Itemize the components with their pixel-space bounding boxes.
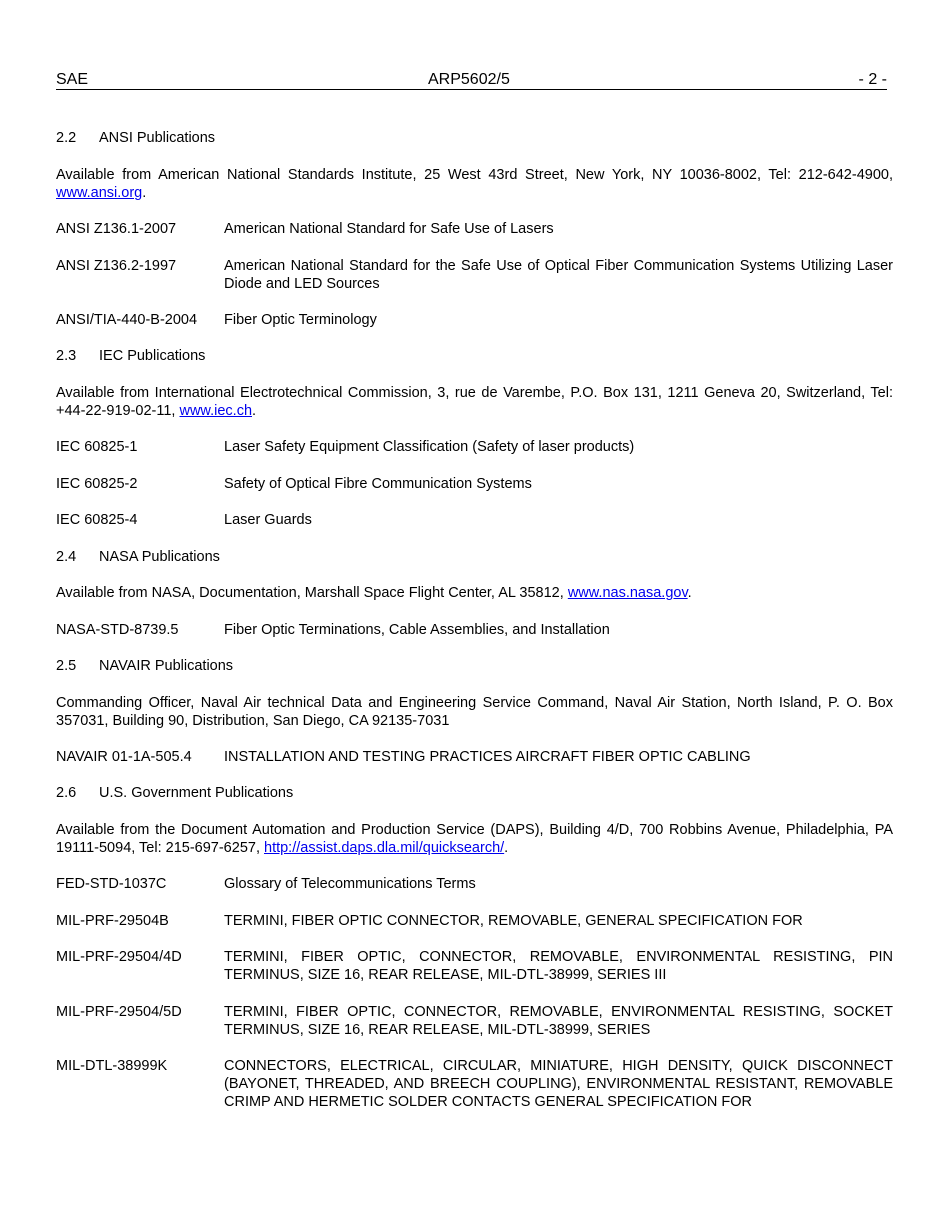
reference-code: FED-STD-1037C [56, 876, 167, 892]
reference-code: IEC 60825-1 [56, 439, 138, 455]
reference-code: IEC 60825-4 [56, 512, 138, 528]
section-heading-2-5: 2.5 NAVAIR Publications [56, 658, 234, 674]
reference-code: MIL-PRF-29504/4D [56, 949, 182, 965]
reference-code: MIL-DTL-38999K [56, 1058, 168, 1074]
reference-title: Fiber Optic Terminology [224, 312, 377, 328]
header-page-number: - 2 - [858, 71, 887, 88]
iec-link[interactable]: www.iec.ch [179, 403, 253, 419]
iec-availability: Available from International Electrotechnical Commission, 3, rue de Varembe, P.O. Box 131, 1211 Geneva 20, Switzerland, Tel: +44-22-919-02-11, www.iec.ch. [56, 385, 893, 419]
nasa-availability: Available from NASA, Documentation, Marshall Space Flight Center, AL 35812, www.nas.nasa.gov. [56, 585, 692, 601]
section-heading-2-6: 2.6 U.S. Government Publications [56, 785, 294, 801]
section-heading-2-3: 2.3 IEC Publications [56, 348, 206, 364]
reference-title: American National Standard for Safe Use of Lasers [224, 221, 554, 237]
ansi-link[interactable]: www.ansi.org [56, 185, 143, 201]
header-org: SAE [56, 71, 89, 88]
reference-code: ANSI Z136.1-2007 [56, 221, 177, 237]
reference-title: Laser Safety Equipment Classification (Safety of laser products) [224, 439, 635, 455]
reference-title: TERMINI, FIBER OPTIC, CONNECTOR, REMOVABLE, ENVIRONMENTAL RESISTING, PIN TERMINUS, SIZE 16, REAR RELEASE, MIL-DTL-38999, SERIES III [224, 949, 893, 983]
reference-title: TERMINI, FIBER OPTIC, CONNECTOR, REMOVABLE, ENVIRONMENTAL RESISTING, SOCKET TERMINUS, SIZE 16, REAR RELEASE, MIL-DTL-38999, SERIES [224, 1004, 893, 1038]
reference-code: ANSI Z136.2-1997 [56, 258, 177, 274]
page-header [56, 70, 887, 90]
daps-availability: Available from the Document Automation and Production Service (DAPS), Building 4/D, 700 Robbins Avenue, Philadelphia, PA 19111-5094, Tel: 215-697-6257, http://assist.daps.dla.mil/quicksearch/. [56, 822, 893, 856]
reference-title: Safety of Optical Fibre Communication Systems [224, 476, 532, 492]
daps-link[interactable]: http://assist.daps.dla.mil/quicksearch/ [264, 840, 505, 856]
reference-title: Laser Guards [224, 512, 312, 528]
reference-title: TERMINI, FIBER OPTIC CONNECTOR, REMOVABLE, GENERAL SPECIFICATION FOR [224, 913, 803, 929]
header-doc-number: ARP5602/5 [428, 71, 510, 88]
reference-code: NASA-STD-8739.5 [56, 622, 179, 638]
reference-code: NAVAIR 01-1A-505.4 [56, 749, 192, 765]
reference-title: CONNECTORS, ELECTRICAL, CIRCULAR, MINIATURE, HIGH DENSITY, QUICK DISCONNECT (BAYONET, THREADED, AND BREECH COUPLING), ENVIRONMENTAL RESISTANT, REMOVABLE CRIMP AND HERMETIC SOLDER CONTACTS GENERAL SPECIFICATION FOR [224, 1058, 893, 1110]
ansi-availability: Available from American National Standards Institute, 25 West 43rd Street, New York, NY 10036-8002, Tel: 212-642-4900, www.ansi.org. [56, 167, 893, 201]
section-heading-2-2: 2.2 ANSI Publications [56, 130, 216, 146]
reference-title: Fiber Optic Terminations, Cable Assemblies, and Installation [224, 622, 610, 638]
reference-title: Glossary of Telecommunications Terms [224, 876, 476, 892]
nasa-link[interactable]: www.nas.nasa.gov [567, 585, 688, 601]
reference-code: ANSI/TIA-440-B-2004 [56, 312, 198, 328]
reference-title: INSTALLATION AND TESTING PRACTICES AIRCRAFT FIBER OPTIC CABLING [224, 749, 751, 765]
navair-address: Commanding Officer, Naval Air technical Data and Engineering Service Command, Naval Air Station, North Island, P. O. Box 357031, Building 90, Distribution, San Diego, CA 92135-7031 [56, 695, 893, 729]
reference-code: MIL-PRF-29504B [56, 913, 169, 929]
reference-code: IEC 60825-2 [56, 476, 138, 492]
reference-code: MIL-PRF-29504/5D [56, 1004, 182, 1020]
reference-title: American National Standard for the Safe Use of Optical Fiber Communication Systems Utilizing Laser Diode and LED Sources [224, 258, 893, 292]
section-heading-2-4: 2.4 NASA Publications [56, 549, 220, 565]
